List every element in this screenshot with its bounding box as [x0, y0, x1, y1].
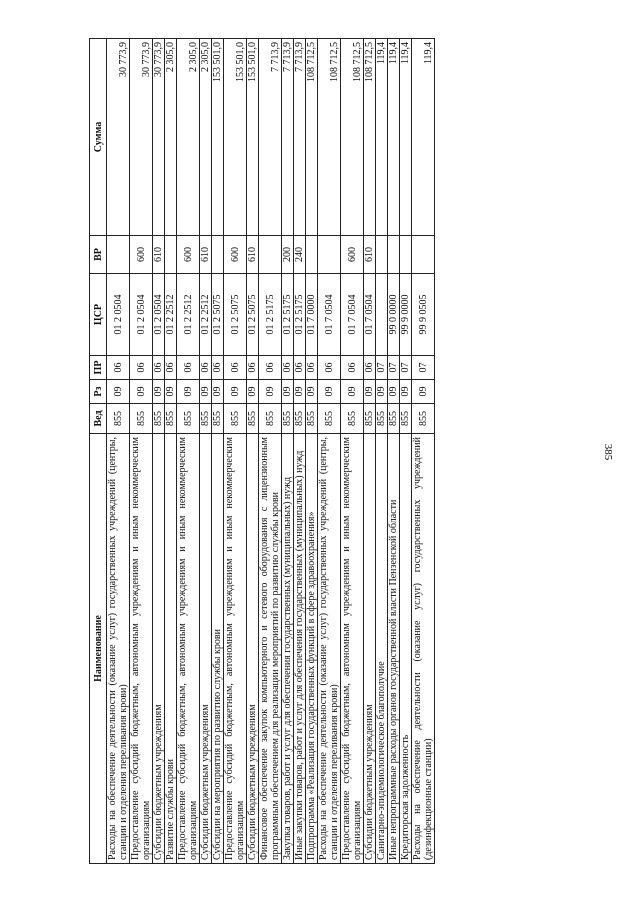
cell-name: Развитие службы крови: [165, 434, 177, 864]
cell-rz: 09: [247, 380, 259, 404]
table-row: [247, 39, 259, 864]
cell-sum: 119,4: [388, 39, 400, 236]
cell-csr: 99 9 0505: [412, 274, 435, 356]
cell-vr: [165, 236, 177, 274]
cell-vr: 610: [364, 236, 376, 274]
cell-vr: [400, 236, 412, 274]
cell-vr: [412, 236, 435, 274]
cell-rz: 09: [153, 380, 165, 404]
cell-pr: 06: [130, 356, 153, 380]
cell-name: Санитарно-эпидемиологическое благополучие: [376, 434, 388, 864]
header-vr: ВР: [90, 236, 107, 274]
cell-rz: 09: [224, 380, 247, 404]
cell-name: Субсидии бюджетным учреждениям: [247, 434, 259, 864]
cell-csr: 01 2 5175: [259, 274, 282, 356]
cell-sum: 30 773,9: [130, 39, 153, 236]
cell-sum: 119,4: [400, 39, 412, 236]
table-row: [282, 39, 294, 864]
cell-pr: 06: [282, 356, 294, 380]
cell-ved: 855: [412, 404, 435, 434]
cell-name: Расходы на обеспечение деятельности (оказание услуг) государственных учреждений (центры, станции и отделения переливания крови): [107, 434, 130, 864]
page-number: 385: [602, 443, 614, 461]
cell-pr: 07: [376, 356, 388, 380]
cell-name: Предоставление субсидий бюджетным, автономным учреждениям и иным некоммерческим организациям: [177, 434, 200, 864]
cell-sum: 7 713,9: [259, 39, 282, 236]
table-row: [306, 39, 318, 864]
table-body: [107, 39, 435, 864]
budget-table-wrapper: [89, 39, 541, 864]
cell-pr: 06: [364, 356, 376, 380]
cell-ved: 855: [177, 404, 200, 434]
cell-ved: 855: [364, 404, 376, 434]
cell-pr: 06: [177, 356, 200, 380]
cell-vr: 610: [200, 236, 212, 274]
cell-vr: [388, 236, 400, 274]
cell-pr: 06: [165, 356, 177, 380]
cell-vr: [376, 236, 388, 274]
cell-pr: 06: [107, 356, 130, 380]
header-pr: ПР: [90, 356, 107, 380]
cell-rz: 09: [165, 380, 177, 404]
cell-csr: 01 2 0504: [107, 274, 130, 356]
cell-ved: 855: [200, 404, 212, 434]
cell-ved: 855: [247, 404, 259, 434]
cell-rz: 09: [294, 380, 306, 404]
cell-rz: 09: [341, 380, 364, 404]
cell-csr: [376, 274, 388, 356]
cell-ved: 855: [153, 404, 165, 434]
header-csr: ЦСР: [90, 274, 107, 356]
cell-vr: [306, 236, 318, 274]
cell-vr: [318, 236, 341, 274]
cell-ved: 855: [294, 404, 306, 434]
cell-vr: 610: [153, 236, 165, 274]
table-row: [318, 39, 341, 864]
cell-rz: 09: [282, 380, 294, 404]
table-row: [153, 39, 165, 864]
table-row: [130, 39, 153, 864]
table-row: [341, 39, 364, 864]
table-row: [294, 39, 306, 864]
cell-pr: 06: [200, 356, 212, 380]
cell-rz: 09: [212, 380, 224, 404]
cell-ved: 855: [376, 404, 388, 434]
cell-name: Субсидии бюджетным учреждениям: [364, 434, 376, 864]
cell-ved: 855: [165, 404, 177, 434]
cell-vr: [107, 236, 130, 274]
cell-pr: 07: [400, 356, 412, 380]
cell-sum: 30 773,9: [107, 39, 130, 236]
cell-csr: 01 2 2512: [165, 274, 177, 356]
cell-csr: 01 2 0504: [153, 274, 165, 356]
cell-ved: 855: [259, 404, 282, 434]
cell-ved: 855: [306, 404, 318, 434]
cell-name: Иные непрограммные расходы органов государственной власти Пензенской области: [388, 434, 400, 864]
header-name: Наименование: [90, 434, 107, 864]
cell-rz: 09: [364, 380, 376, 404]
table-row: [364, 39, 376, 864]
cell-csr: 99 9 0000: [400, 274, 412, 356]
table-row: [224, 39, 247, 864]
cell-sum: 7 713,9: [282, 39, 294, 236]
cell-rz: 09: [388, 380, 400, 404]
table-row: [200, 39, 212, 864]
cell-pr: 06: [341, 356, 364, 380]
table-row: [259, 39, 282, 864]
cell-rz: 09: [259, 380, 282, 404]
cell-rz: 09: [306, 380, 318, 404]
table-header-row: [90, 39, 107, 864]
cell-sum: 108 712,5: [318, 39, 341, 236]
cell-name: Предоставление субсидий бюджетным, автономным учреждениям и иным некоммерческим организациям: [224, 434, 247, 864]
cell-rz: 09: [400, 380, 412, 404]
cell-sum: 2 305,0: [177, 39, 200, 236]
table-row: [400, 39, 412, 864]
cell-rz: 09: [177, 380, 200, 404]
cell-vr: 600: [130, 236, 153, 274]
cell-name: Предоставление субсидий бюджетным, автономным учреждениям и иным некоммерческим организациям: [341, 434, 364, 864]
cell-name: Кредиторская задолженность: [400, 434, 412, 864]
cell-pr: 06: [259, 356, 282, 380]
cell-csr: 01 7 0000: [306, 274, 318, 356]
cell-ved: 855: [212, 404, 224, 434]
cell-sum: 119,4: [412, 39, 435, 236]
table-row: [165, 39, 177, 864]
cell-sum: 2 305,0: [165, 39, 177, 236]
cell-ved: 855: [224, 404, 247, 434]
cell-rz: 09: [200, 380, 212, 404]
cell-vr: 200: [282, 236, 294, 274]
table-row: [388, 39, 400, 864]
cell-rz: 09: [130, 380, 153, 404]
cell-csr: 01 2 5075: [247, 274, 259, 356]
cell-ved: 855: [400, 404, 412, 434]
cell-pr: 06: [153, 356, 165, 380]
cell-sum: 2 305,0: [200, 39, 212, 236]
cell-ved: 855: [130, 404, 153, 434]
cell-csr: 01 7 0504: [341, 274, 364, 356]
cell-name: Финансовое обеспечение закупок компьютерного и сетевого оборудования с лицензионным программным обеспечением для реализации мероприятий по развитию службы крови: [259, 434, 282, 864]
cell-sum: 108 712,5: [306, 39, 318, 236]
cell-sum: 108 712,5: [341, 39, 364, 236]
cell-name: Субсидии на мероприятия по развитию службы крови: [212, 434, 224, 864]
cell-vr: 600: [177, 236, 200, 274]
cell-name: Иные закупки товаров, работ и услуг для обеспечения государственных (муниципальных) нужд: [294, 434, 306, 864]
cell-rz: 09: [412, 380, 435, 404]
cell-pr: 06: [294, 356, 306, 380]
table-row: [412, 39, 435, 864]
cell-ved: 855: [318, 404, 341, 434]
cell-ved: 855: [282, 404, 294, 434]
cell-csr: 01 2 2512: [177, 274, 200, 356]
cell-vr: [212, 236, 224, 274]
cell-name: Предоставление субсидий бюджетным, автономным учреждениям и иным некоммерческим организациям: [130, 434, 153, 864]
cell-csr: 01 2 5075: [224, 274, 247, 356]
cell-vr: 240: [294, 236, 306, 274]
cell-name: Субсидии бюджетным учреждениям: [153, 434, 165, 864]
budget-table: [89, 38, 435, 864]
cell-name: Закупка товаров, работ и услуг для обеспечения государственных (муниципальных) нужд: [282, 434, 294, 864]
cell-csr: 01 2 2512: [200, 274, 212, 356]
cell-csr: 01 2 5175: [294, 274, 306, 356]
cell-pr: 06: [247, 356, 259, 380]
cell-csr: 99 0 0000: [388, 274, 400, 356]
cell-name: Расходы на обеспечение деятельности (оказание услуг) государственных учреждений (центры, станции и отделения переливания крови): [318, 434, 341, 864]
cell-pr: 06: [212, 356, 224, 380]
cell-pr: 06: [318, 356, 341, 380]
header-sum: Сумма: [90, 39, 107, 236]
header-ved: Вед: [90, 404, 107, 434]
cell-name: Подпрограмма «Реализация государственных функций в сфере здравоохранения»: [306, 434, 318, 864]
table-row: [177, 39, 200, 864]
cell-sum: 7 713,9: [294, 39, 306, 236]
cell-vr: 610: [247, 236, 259, 274]
cell-rz: 09: [107, 380, 130, 404]
cell-sum: 108 712,5: [364, 39, 376, 236]
table-row: [107, 39, 130, 864]
cell-sum: 153 501,0: [212, 39, 224, 236]
cell-pr: 07: [412, 356, 435, 380]
table-row: [212, 39, 224, 864]
cell-name: Расходы на обеспечение деятельности (оказание услуг) государственных учреждений (дезинфекционные станции): [412, 434, 435, 864]
cell-csr: 01 7 0504: [364, 274, 376, 356]
header-rz: Рз: [90, 380, 107, 404]
cell-name: Субсидии бюджетным учреждениям: [200, 434, 212, 864]
cell-pr: 07: [388, 356, 400, 380]
cell-rz: 09: [376, 380, 388, 404]
cell-sum: 119,4: [376, 39, 388, 236]
cell-sum: 153 501,0: [247, 39, 259, 236]
cell-vr: 600: [224, 236, 247, 274]
cell-csr: 01 2 5075: [212, 274, 224, 356]
table-row: [376, 39, 388, 864]
cell-csr: 01 2 0504: [130, 274, 153, 356]
cell-sum: 30 773,9: [153, 39, 165, 236]
cell-vr: [259, 236, 282, 274]
cell-ved: 855: [107, 404, 130, 434]
cell-sum: 153 501,0: [224, 39, 247, 236]
cell-pr: 06: [306, 356, 318, 380]
cell-ved: 855: [388, 404, 400, 434]
cell-csr: 01 2 5175: [282, 274, 294, 356]
cell-csr: 01 7 0504: [318, 274, 341, 356]
cell-rz: 09: [318, 380, 341, 404]
cell-vr: 600: [341, 236, 364, 274]
cell-ved: 855: [341, 404, 364, 434]
cell-pr: 06: [224, 356, 247, 380]
